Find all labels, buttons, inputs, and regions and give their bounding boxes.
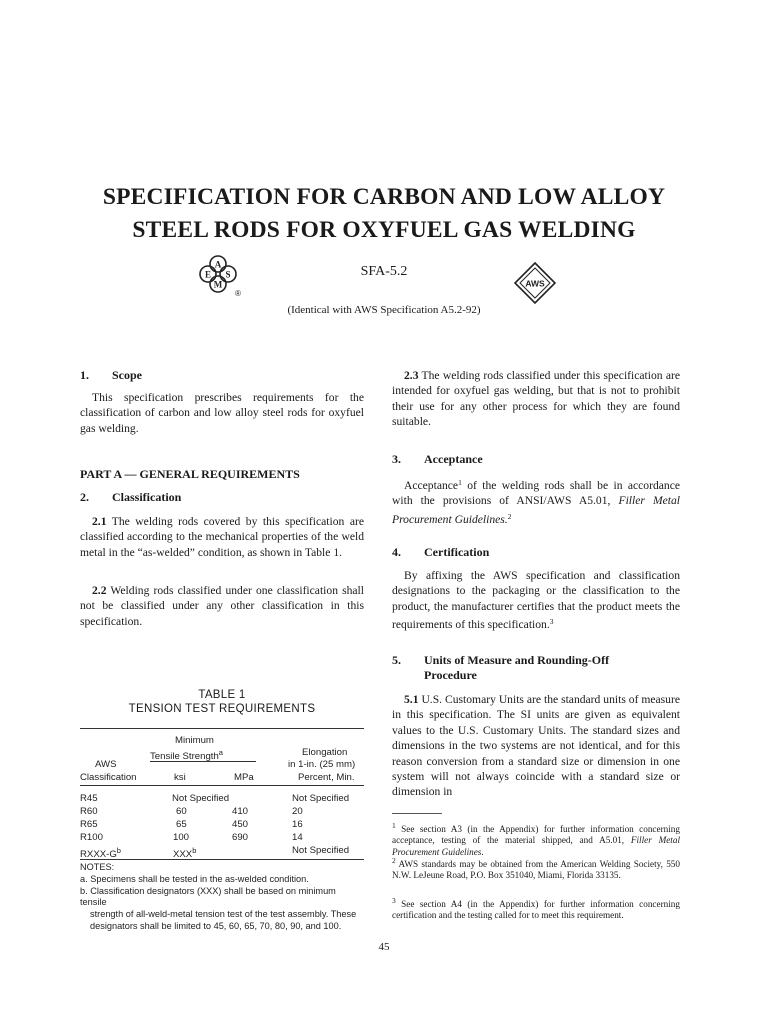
acceptance-heading bbox=[392, 452, 680, 467]
header-elongation: Elongation bbox=[302, 747, 348, 758]
part-a-heading: PART A — GENERAL REQUIREMENTS bbox=[80, 467, 300, 481]
paragraph-text: Welding rods classified under one classification shall not be classified under any other classification in this specification. bbox=[80, 584, 364, 628]
footnote-mark: 1 bbox=[392, 821, 396, 830]
note-b-continued: strength of all-weld-metal tension test of the test assembly. These bbox=[90, 909, 357, 920]
asme-logo-letter: E bbox=[204, 269, 212, 280]
paragraph-2-3 bbox=[392, 368, 680, 430]
registered-mark: ® bbox=[235, 289, 241, 298]
paragraph-number: 2.3 bbox=[404, 369, 419, 382]
footnote-rule bbox=[392, 813, 442, 814]
cell-mpa: 450 bbox=[232, 819, 249, 830]
paragraph-number: 2.1 bbox=[92, 515, 107, 528]
asme-logo-letter: S bbox=[225, 269, 231, 280]
footnote-3: $^3$ See section A4 (in the Appendix) for further information concerning certification and the testing called for to meet this requirement. bbox=[392, 896, 680, 921]
header-classification: Classification bbox=[80, 772, 137, 783]
header-elongation-length: in 1-in. (25 mm) bbox=[288, 759, 356, 770]
footnote-ref: 1 bbox=[458, 478, 462, 487]
section-number: 1. bbox=[80, 368, 89, 382]
paragraph-5-1 bbox=[392, 692, 680, 800]
paragraph-text: The welding rods covered by this specification are classified according to the mechanical properties of the weld metal in the “as-welded” condition, as shown in Table 1. bbox=[80, 515, 364, 559]
footnote-2: $^2$ AWS standards may be obtained from the American Welding Society, 550 N.W. LeJeune Road, P.O. Box 351040, Miami, Florida 33135. bbox=[392, 856, 680, 881]
header-mpa: MPa bbox=[234, 772, 254, 783]
cell-mpa: 410 bbox=[232, 806, 249, 817]
cell-elongation: 16 bbox=[292, 819, 303, 830]
cell-elongation: 20 bbox=[292, 806, 303, 817]
section-title: Classification bbox=[112, 490, 182, 504]
footnote-ref: 2 bbox=[507, 511, 512, 521]
paragraph-text: The welding rods classified under this specification are intended for oxyfuel gas welding, but that is not to prohibit their use for any other process for which they are found suitable. bbox=[392, 369, 680, 429]
footnote-1: $^1$ See section A3 (in the Appendix) for further information concerning acceptance, testing of the material shipped, and A5.01, Filler Metal Procurement Guidelines. bbox=[392, 821, 680, 857]
title-line-2: STEEL RODS FOR OXYFUEL GAS WELDING bbox=[132, 217, 636, 243]
table-bottom-rule bbox=[80, 859, 364, 860]
paragraph-text: U.S. Customary Units are the standard units of measure in this specification. The SI units are given as equivalent values to the U.S. Customary Units. The standard sizes and dimensions in the two systems are not identical, and for this reason conversion from a standard size or dimension in one system will not always coincide with a standard size or dimension in bbox=[392, 693, 680, 799]
header-span-rule bbox=[150, 761, 256, 762]
paragraph-number: 2.2 bbox=[92, 584, 107, 597]
table-title bbox=[80, 688, 364, 716]
section-title: Units of Measure and Rounding-Off bbox=[424, 653, 610, 667]
certification-heading bbox=[392, 545, 680, 560]
cell-ksi: 60 bbox=[176, 806, 187, 817]
section-title: Acceptance bbox=[424, 452, 483, 466]
table-notes bbox=[80, 862, 364, 933]
section-title: Certification bbox=[424, 545, 490, 559]
table-top-rule bbox=[80, 728, 364, 729]
footnote-mark: 3 bbox=[392, 896, 396, 905]
note-b: b. Classification designators (XXX) shall be based on minimum tensile bbox=[80, 885, 336, 908]
section-title: Scope bbox=[112, 368, 142, 382]
header-elongation-percent: Percent, Min. bbox=[298, 772, 355, 783]
aws-logo-text: AWS bbox=[525, 278, 545, 289]
scope-heading bbox=[80, 368, 364, 383]
section-number: 4. bbox=[392, 545, 401, 559]
note-a: a. Specimens shall be tested in the as-welded condition. bbox=[80, 873, 309, 884]
cell-elongation: Not Specified bbox=[292, 793, 350, 804]
cell-ksi: XXX$^b$ bbox=[173, 846, 197, 860]
cell-ksi: 65 bbox=[176, 819, 187, 830]
section-number: 2. bbox=[80, 490, 89, 504]
acceptance-paragraph: Acceptance$^1$ of the welding rods shall be in accordance with the provisions of ANSI/AWS A5.01, Filler Metal Procurement Guidelines.$^2$ bbox=[392, 478, 680, 526]
table-header-rule bbox=[80, 785, 364, 786]
note-b-continued: designators shall be limited to 45, 60, 65, 70, 80, 90, and 100. bbox=[90, 920, 342, 931]
cell-ksi: Not Specified bbox=[172, 793, 230, 804]
paragraph-2-1 bbox=[80, 514, 364, 560]
identical-with-note: (Identical with AWS Specification A5.2-92) bbox=[287, 304, 481, 316]
header-ksi: ksi bbox=[174, 772, 186, 783]
section-number: 3. bbox=[392, 452, 401, 466]
footnote-ref: 3 bbox=[549, 617, 554, 627]
asme-logo-letter: A bbox=[214, 259, 222, 270]
cell-elongation: 14 bbox=[292, 832, 303, 843]
cell-mpa: 690 bbox=[232, 832, 249, 843]
cell-classification: R100 bbox=[80, 832, 103, 843]
header-tensile: Tensile Strength$^a$ bbox=[150, 748, 223, 762]
aws-logo bbox=[514, 262, 556, 304]
cell-classification: R65 bbox=[80, 819, 98, 830]
section-title-continued: Procedure bbox=[424, 668, 477, 683]
notes-label: NOTES: bbox=[80, 862, 115, 872]
asme-logo-letter: M bbox=[213, 279, 223, 290]
section-number: 5. bbox=[392, 653, 401, 667]
cell-classification: R60 bbox=[80, 806, 98, 817]
title-line-1: SPECIFICATION FOR CARBON AND LOW ALLOY bbox=[102, 184, 666, 210]
header-aws: AWS bbox=[95, 759, 117, 770]
header-minimum: Minimum bbox=[175, 735, 214, 746]
table-number: TABLE 1 bbox=[198, 689, 246, 701]
table-caption: TENSION TEST REQUIREMENTS bbox=[128, 703, 316, 715]
page-number: 45 bbox=[378, 941, 390, 953]
units-heading bbox=[392, 653, 680, 684]
spec-number: SFA-5.2 bbox=[360, 264, 408, 279]
cell-classification: R45 bbox=[80, 793, 98, 804]
paragraph-number: 5.1 bbox=[404, 693, 419, 706]
scope-paragraph: This specification prescribes requirements for the classification of carbon and low alloy steel rods for oxyfuel gas welding. bbox=[80, 391, 364, 435]
cell-ksi: 100 bbox=[173, 832, 190, 843]
certification-paragraph: By affixing the AWS specification and classification designations to the packaging or the classification to the product, the manufacturer certifies that the product meets the requirements of this specification.$^3$ bbox=[392, 569, 680, 632]
cell-elongation: Not Specified bbox=[292, 845, 350, 856]
classification-heading bbox=[80, 490, 364, 505]
cell-classification: RXXX-$G^b$ bbox=[80, 846, 121, 860]
paragraph-2-2 bbox=[80, 583, 364, 629]
footnote-mark: 2 bbox=[392, 856, 396, 865]
